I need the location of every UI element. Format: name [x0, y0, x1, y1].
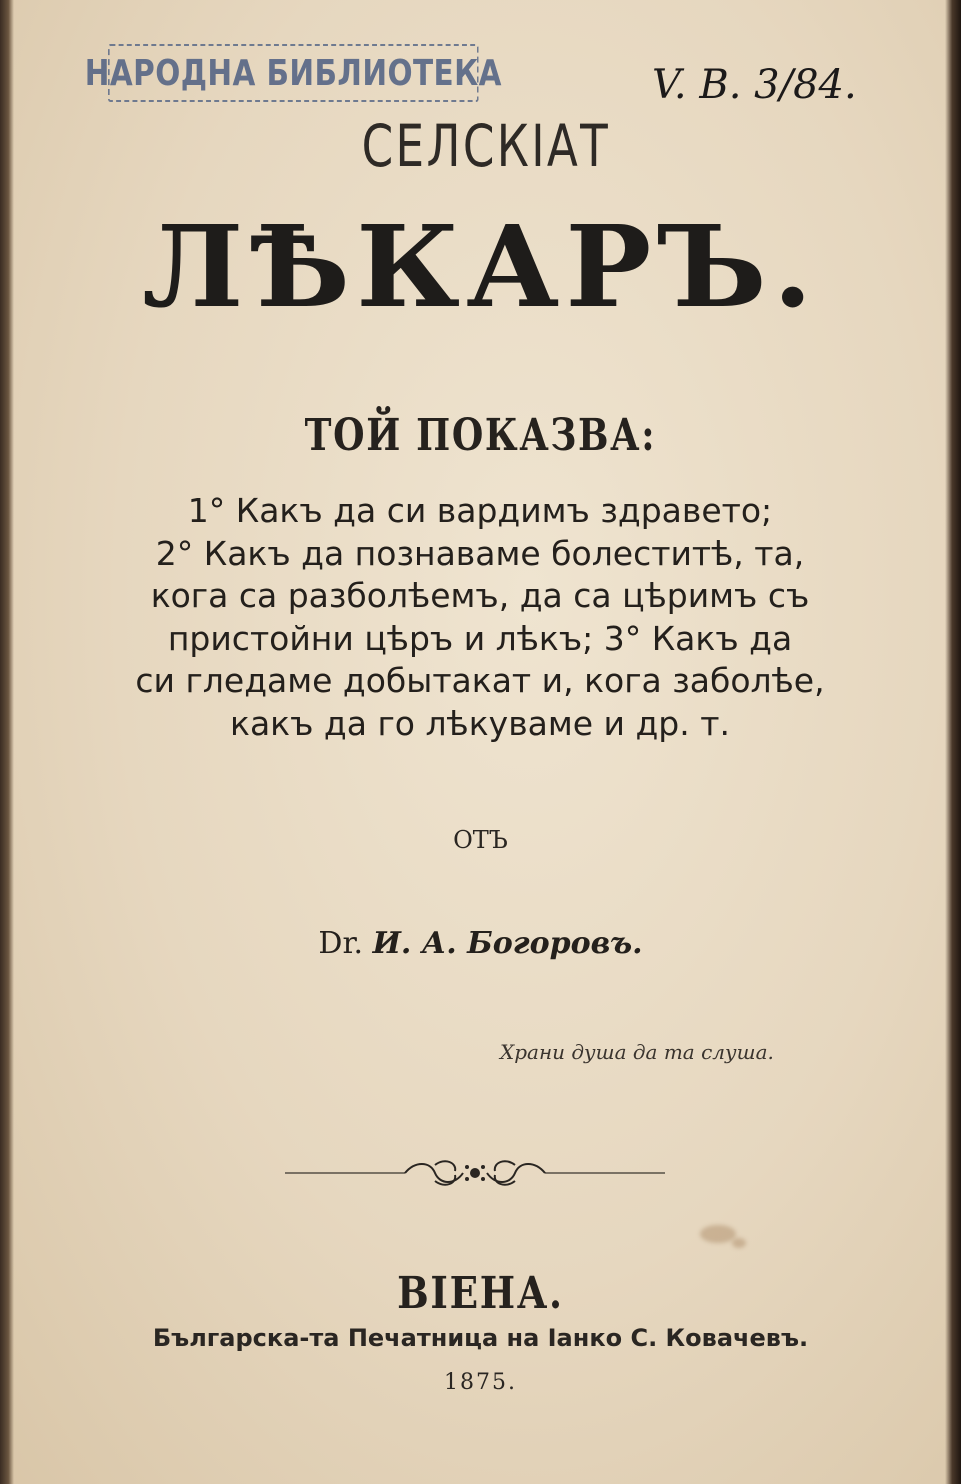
description [80, 490, 880, 745]
title-main-line: ЛѢКАРЪ. [142, 202, 819, 333]
title-top-line: СЕЛСКІАТ [361, 112, 611, 180]
author-name: И. А. Богоровъ. [372, 926, 643, 961]
description-line: си гледаме добытакат и, кога заболѣе, [135, 661, 825, 700]
city: ВІЕНА. [397, 1268, 564, 1319]
year: 1875. [444, 1370, 517, 1395]
handwritten-shelfmark: V. B. 3/84. [652, 62, 857, 108]
printer: Българска-та Печатница на Іанко С. Ковачевъ. [152, 1324, 809, 1352]
paper-stain [732, 1238, 746, 1248]
description-line: 1° Какъ да си вардимъ здравето; [187, 491, 773, 530]
description-line: какъ да го лѣкуваме и др. т. [230, 703, 730, 743]
description-line: пристойни цѣръ и лѣкъ; 3° Какъ да [167, 618, 793, 658]
subtitle: ТОЙ ПОКАЗВА: [304, 410, 657, 461]
description-line: 2° Какъ да познаваме болеститѣ, та, [155, 533, 805, 573]
library-stamp [84, 44, 502, 102]
description-line: кога са разболѣемъ, да са цѣримъ съ [150, 576, 810, 615]
library-stamp-text: НАРОДНА БИБЛИОТЕКА [84, 52, 502, 94]
author [0, 926, 961, 961]
by-label: ОТЪ [453, 826, 508, 854]
paper-stain [700, 1225, 736, 1243]
ornament-divider [285, 1155, 665, 1191]
motto: Храни душа да та слуша. [500, 1040, 774, 1064]
author-prefix: Dr. [318, 926, 364, 961]
